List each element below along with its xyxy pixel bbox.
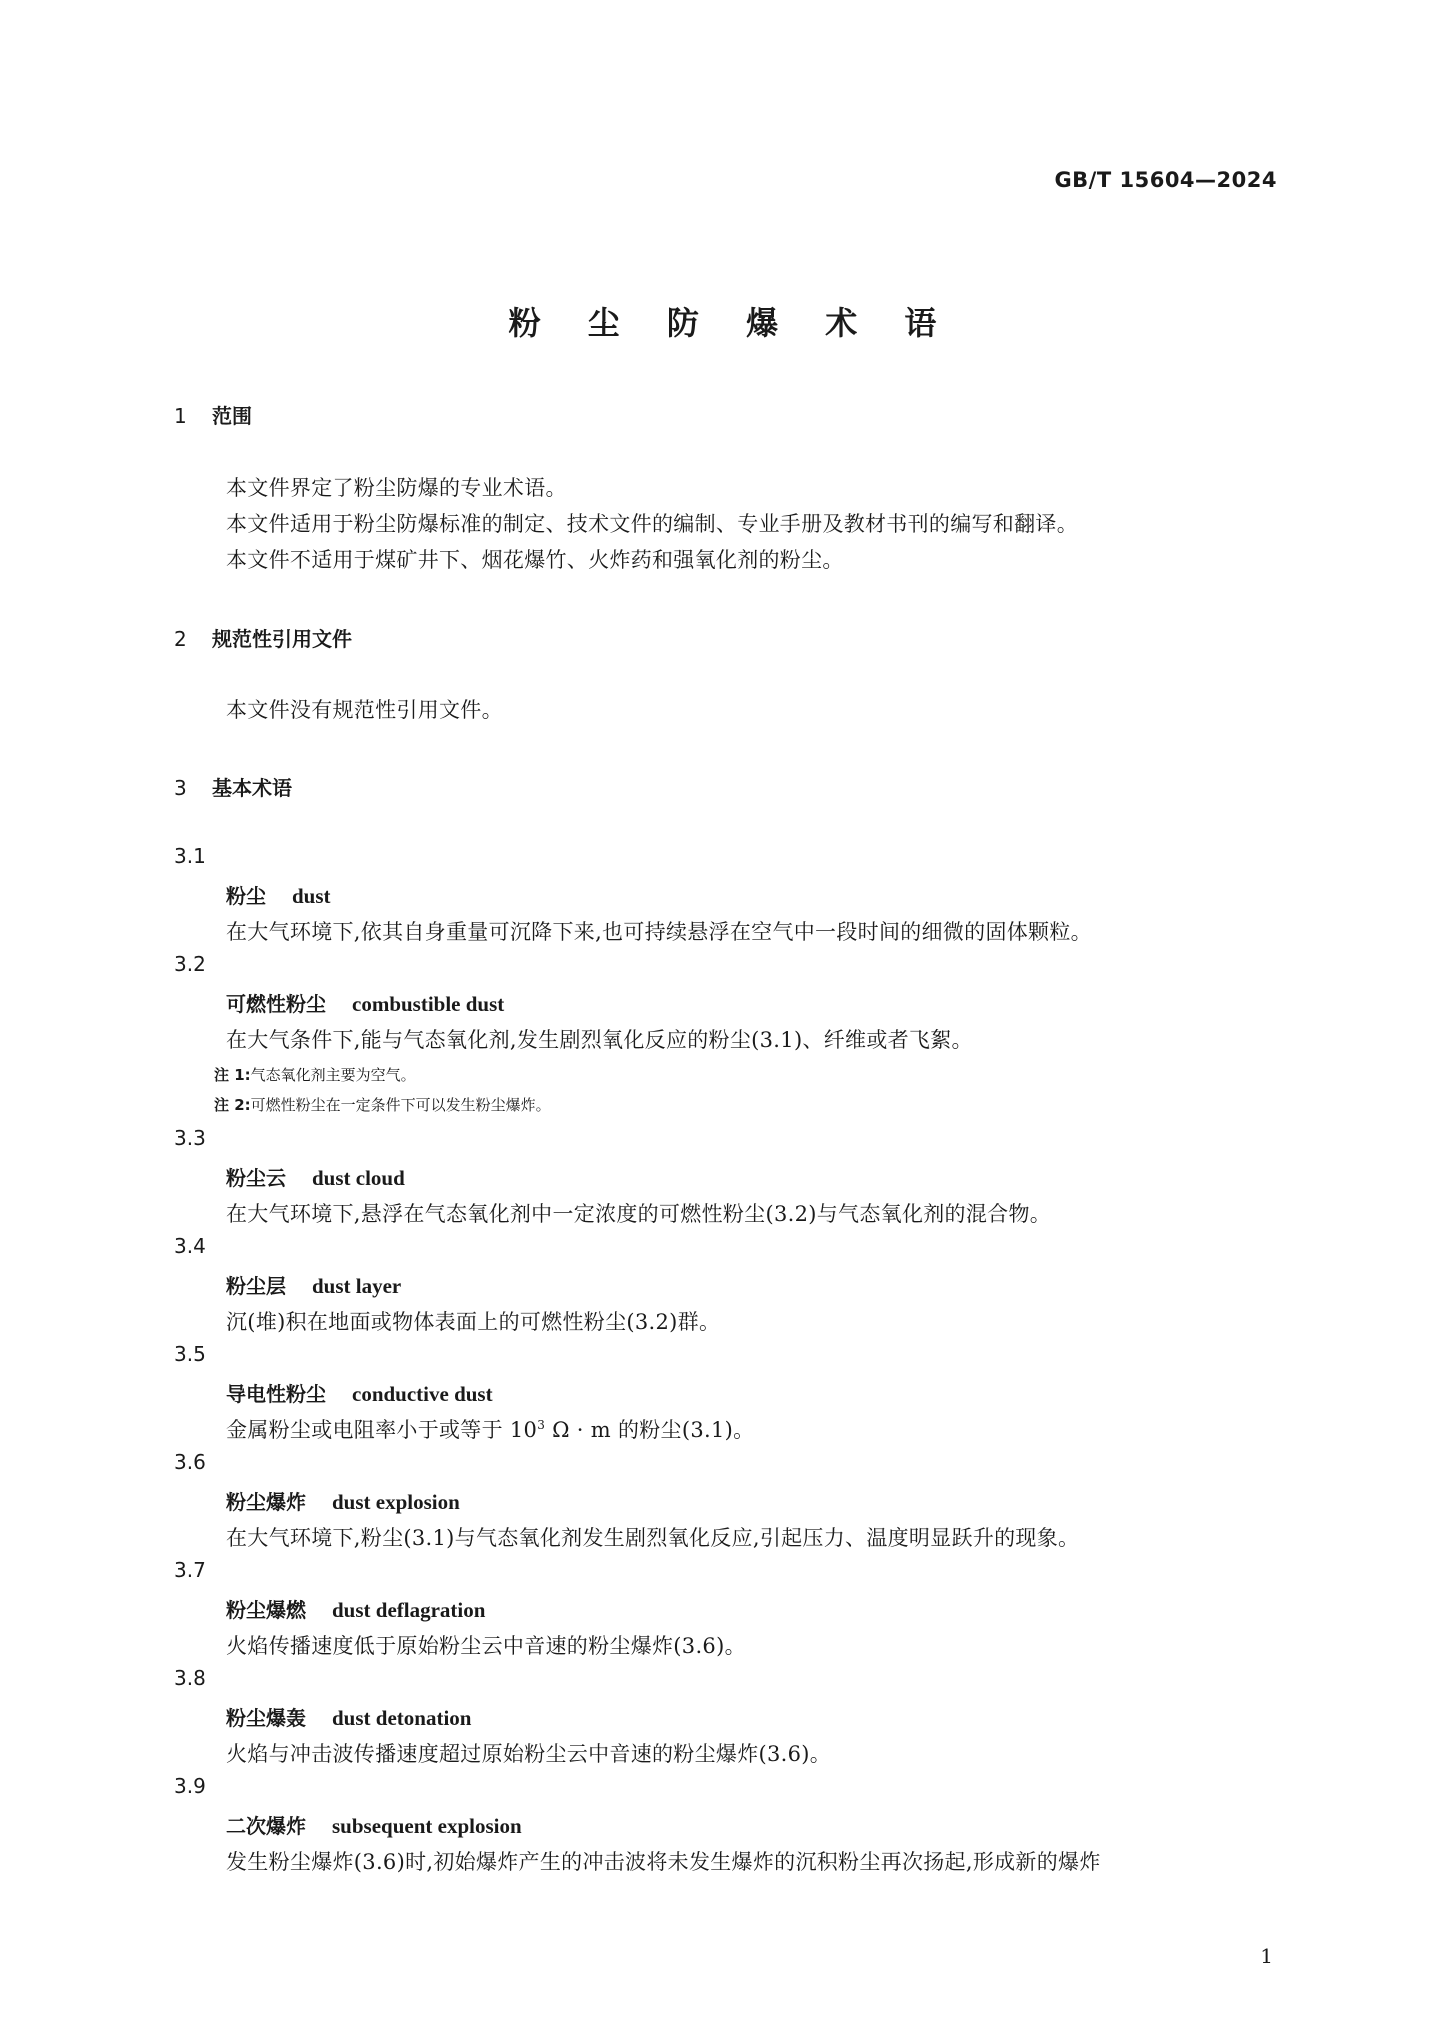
- term-heading: [226, 1486, 460, 1515]
- term-definition: 沉(堆)积在地面或物体表面上的可燃性粉尘(3.2)群。: [226, 1310, 721, 1334]
- section-heading-normative-references: [174, 623, 352, 652]
- term-english: subsequent explosion: [332, 1814, 522, 1838]
- term-chinese: 粉尘爆轰: [226, 1706, 306, 1730]
- scope-paragraph: 本文件不适用于煤矿井下、烟花爆竹、火炸药和强氧化剂的粉尘。: [226, 548, 844, 572]
- section-title: 范围: [212, 404, 252, 428]
- standard-code: GB/T 15604—2024: [1054, 168, 1277, 192]
- page-number: 1: [1260, 1944, 1273, 1968]
- term-number: 3.2: [174, 952, 206, 976]
- term-number: 3.6: [174, 1450, 206, 1474]
- term-number: 3.4: [174, 1234, 206, 1258]
- term-english: dust deflagration: [332, 1598, 486, 1622]
- term-heading: [226, 1702, 471, 1731]
- note: [214, 1094, 551, 1115]
- term-heading: [226, 1594, 485, 1623]
- normative-paragraph: 本文件没有规范性引用文件。: [226, 698, 503, 722]
- note-label: 注 1:: [214, 1066, 251, 1084]
- term-heading: [226, 1378, 493, 1407]
- term-heading: [226, 1810, 522, 1839]
- term-number: 3.3: [174, 1126, 206, 1150]
- document-title: 粉 尘 防 爆 术 语: [508, 304, 955, 342]
- section-number: 3: [174, 776, 187, 800]
- term-definition: [226, 1414, 754, 1444]
- definition-text: 金属粉尘或电阻率小于或等于 10: [226, 1418, 538, 1442]
- section-title: 规范性引用文件: [212, 627, 352, 651]
- term-english: combustible dust: [352, 992, 505, 1016]
- term-number: 3.1: [174, 844, 206, 868]
- note-text: 可燃性粉尘在一定条件下可以发生粉尘爆炸。: [250, 1096, 551, 1114]
- term-definition: 火焰与冲击波传播速度超过原始粉尘云中音速的粉尘爆炸(3.6)。: [226, 1742, 832, 1766]
- term-heading: [226, 1270, 401, 1299]
- term-number: 3.9: [174, 1774, 206, 1798]
- term-heading: [226, 1162, 405, 1191]
- term-chinese: 粉尘层: [226, 1274, 286, 1298]
- scope-paragraph: 本文件界定了粉尘防爆的专业术语。: [226, 476, 567, 500]
- term-chinese: 粉尘云: [226, 1166, 286, 1190]
- term-english: dust detonation: [332, 1706, 472, 1730]
- term-chinese: 可燃性粉尘: [226, 992, 326, 1016]
- term-english: dust: [292, 884, 331, 908]
- term-number: 3.5: [174, 1342, 206, 1366]
- term-number: 3.8: [174, 1666, 206, 1690]
- term-chinese: 粉尘: [226, 884, 266, 908]
- section-number: 1: [174, 404, 187, 428]
- exponent: 3: [537, 1418, 546, 1432]
- term-heading: [226, 988, 504, 1017]
- note-label: 注 2:: [214, 1096, 251, 1114]
- term-english: conductive dust: [352, 1382, 493, 1406]
- section-heading-basic-terms: [174, 772, 292, 801]
- scope-paragraph: 本文件适用于粉尘防爆标准的制定、技术文件的编制、专业手册及教材书刊的编写和翻译。: [226, 512, 1078, 536]
- term-definition: 在大气环境下,粉尘(3.1)与气态氧化剂发生剧烈氧化反应,引起压力、温度明显跃升的现象。: [226, 1526, 1080, 1550]
- definition-text: Ω · m 的粉尘(3.1)。: [545, 1418, 755, 1442]
- section-heading-scope: [174, 400, 252, 429]
- term-number: 3.7: [174, 1558, 206, 1582]
- term-definition: 在大气条件下,能与气态氧化剂,发生剧烈氧化反应的粉尘(3.1)、纤维或者飞絮。: [226, 1028, 973, 1052]
- section-number: 2: [174, 627, 187, 651]
- term-definition: 在大气环境下,悬浮在气态氧化剂中一定浓度的可燃性粉尘(3.2)与气态氧化剂的混合物。: [226, 1202, 1052, 1226]
- term-definition: 在大气环境下,依其自身重量可沉降下来,也可持续悬浮在空气中一段时间的细微的固体颗粒。: [226, 920, 1092, 944]
- term-english: dust layer: [312, 1274, 402, 1298]
- term-chinese: 粉尘爆炸: [226, 1490, 306, 1514]
- term-heading: [226, 880, 331, 909]
- note-text: 气态氧化剂主要为空气。: [250, 1066, 416, 1084]
- term-definition: 发生粉尘爆炸(3.6)时,初始爆炸产生的冲击波将未发生爆炸的沉积粉尘再次扬起,形成新的爆炸: [226, 1850, 1101, 1874]
- section-title: 基本术语: [212, 776, 292, 800]
- term-english: dust explosion: [332, 1490, 460, 1514]
- term-chinese: 二次爆炸: [226, 1814, 306, 1838]
- term-definition: 火焰传播速度低于原始粉尘云中音速的粉尘爆炸(3.6)。: [226, 1634, 746, 1658]
- term-english: dust cloud: [312, 1166, 405, 1190]
- note: [214, 1064, 416, 1085]
- term-chinese: 粉尘爆燃: [226, 1598, 306, 1622]
- term-chinese: 导电性粉尘: [226, 1382, 326, 1406]
